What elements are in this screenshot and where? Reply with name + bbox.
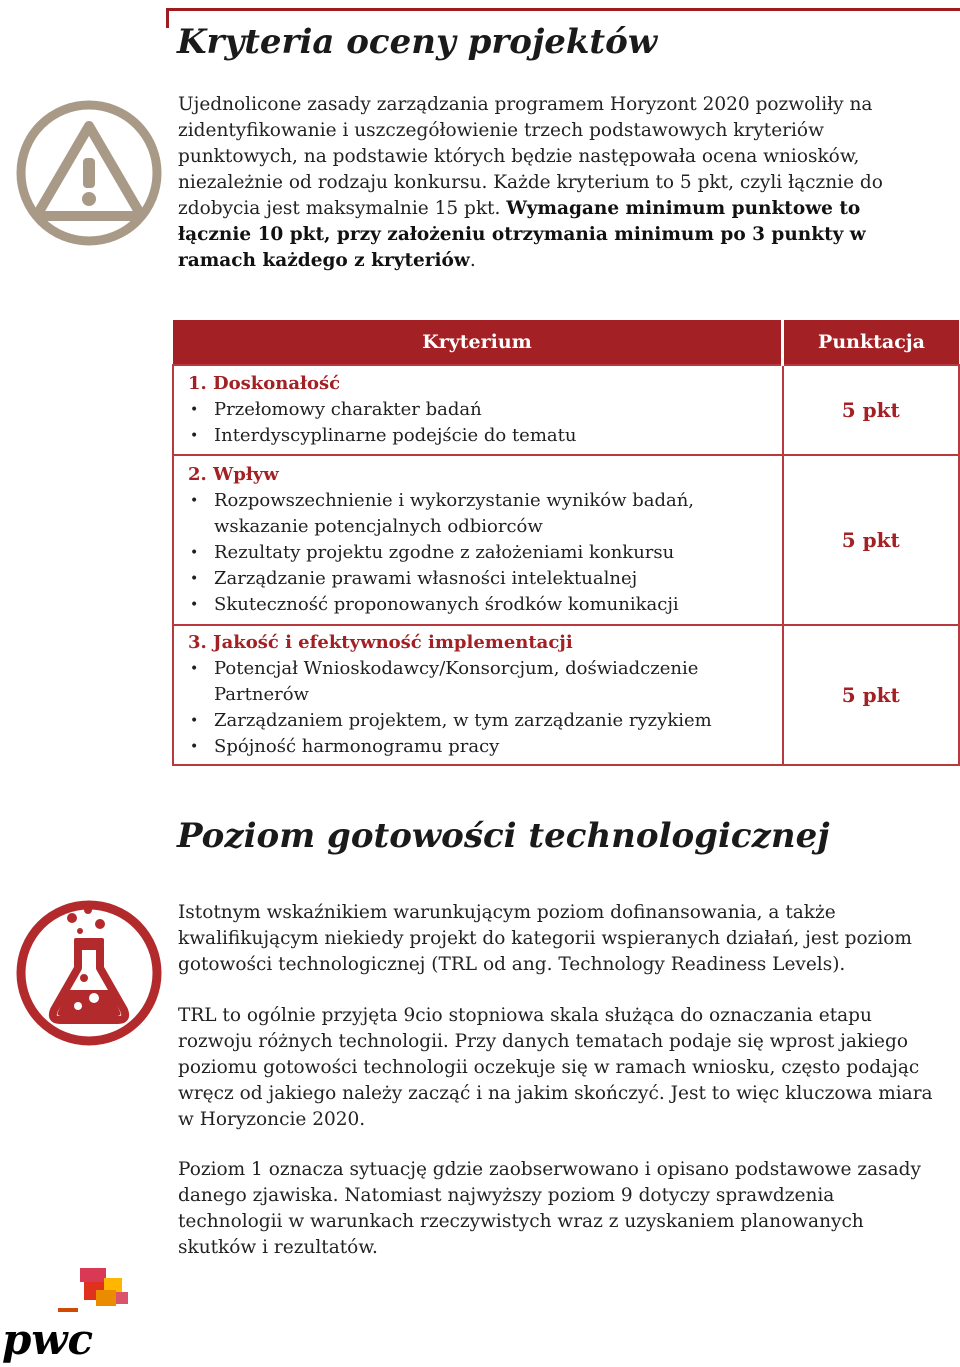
points-cell: 5 pkt (783, 455, 960, 625)
criterion-cell (173, 365, 783, 455)
left-frame-line (166, 8, 169, 28)
criterion-title: 2. Wpływ (188, 464, 279, 485)
criterion-list (188, 397, 768, 449)
criteria-table (172, 320, 960, 766)
list-item: • Skuteczność proponowanych środków komunikacji (188, 592, 768, 618)
pwc-logo-text: pwc (2, 1315, 94, 1364)
page-title: Kryteria oceny projektów (177, 22, 658, 62)
criterion-title: 1. Doskonałość (188, 373, 341, 394)
list-item: • Przełomowy charakter badań (188, 397, 768, 423)
list-item: • Zarządzaniem projektem, w tym zarządzanie ryzykiem (188, 708, 768, 734)
header-points: Punktacja (783, 320, 960, 365)
list-item: • Potencjał Wnioskodawcy/Konsorcjum, doświadczenie Partnerów (188, 656, 768, 708)
list-item: • Interdyscyplinarne podejście do tematu (188, 423, 768, 449)
criterion-title: 3. Jakość i efektywność implementacji (188, 632, 573, 653)
criterion-cell (173, 455, 783, 625)
pwc-logo (0, 1262, 140, 1367)
criterion-list (188, 656, 768, 760)
table-row (173, 455, 959, 625)
criterion-list (188, 488, 768, 618)
table-row (173, 365, 959, 455)
lab-flask-icon (14, 898, 164, 1048)
list-item: • Rozpowszechnienie i wykorzystanie wyników badań, wskazanie potencjalnych odbiorców (188, 488, 768, 540)
warning-triangle-icon (14, 98, 164, 248)
points-cell: 5 pkt (783, 365, 960, 455)
table-row (173, 625, 959, 765)
trl-paragraph-3: Poziom 1 oznacza sytuację gdzie zaobserwowano i opisano podstawowe zasady danego zjawiska. Natomiast najwyższy poziom 9 dotyczy sprawdzenia technologii w warunkach rzeczywistych wraz z uzyskaniem planowanych skutków i rezultatów. (178, 1159, 921, 1258)
list-item: • Zarządzanie prawami własności intelektualnej (188, 566, 768, 592)
top-frame-line (168, 8, 960, 11)
list-item: • Spójność harmonogramu pracy (188, 734, 768, 760)
intro-text: Ujednolicone zasady zarządzania programem Horyzont 2020 pozwoliły na zidentyfikowanie i uszczegółowienie trzech podstawowych kryteriów punktowych, na podstawie których będzie następowała ocena wniosków, niezależnie od rodzaju konkursu. Każde kryterium to 5 pkt, czyli łącznie do zdobycia jest maksymalnie 15 pkt. (178, 94, 883, 219)
trl-paragraph-2: TRL to ogólnie przyjęta 9cio stopniowa skala służąca do oznaczania etapu rozwoju różnych technologii. Przy danych tematach podaje się wprost jakiego poziomu gotowości technologii oczekuje się w ramach wniosku, często podając wręcz od jakiego należy zacząć i na jakim skończyć. Jest to więc kluczowa miara w Horyzoncie 2020. (178, 1005, 933, 1130)
intro-paragraph (178, 92, 928, 274)
header-criterion: Kryterium (173, 320, 783, 365)
list-item: • Rezultaty projektu zgodne z założeniami konkursu (188, 540, 768, 566)
criterion-cell (173, 625, 783, 765)
section-title: Poziom gotowości technologicznej (177, 816, 830, 856)
intro-end: . (469, 250, 476, 271)
intro-bold-text: Wymagane minimum punktowe to łącznie 10 pkt, przy założeniu otrzymania minimum po 3 punkty w ramach każdego z kryteriów (178, 198, 866, 271)
points-cell: 5 pkt (783, 625, 960, 765)
trl-paragraph-1: Istotnym wskaźnikiem warunkującym poziom dofinansowania, a także kwalifikującym niekiedy projekt do kategorii wspieranych działań, jest poziom gotowości technologicznej (TRL od ang. Technology Readiness Levels). (178, 902, 912, 975)
